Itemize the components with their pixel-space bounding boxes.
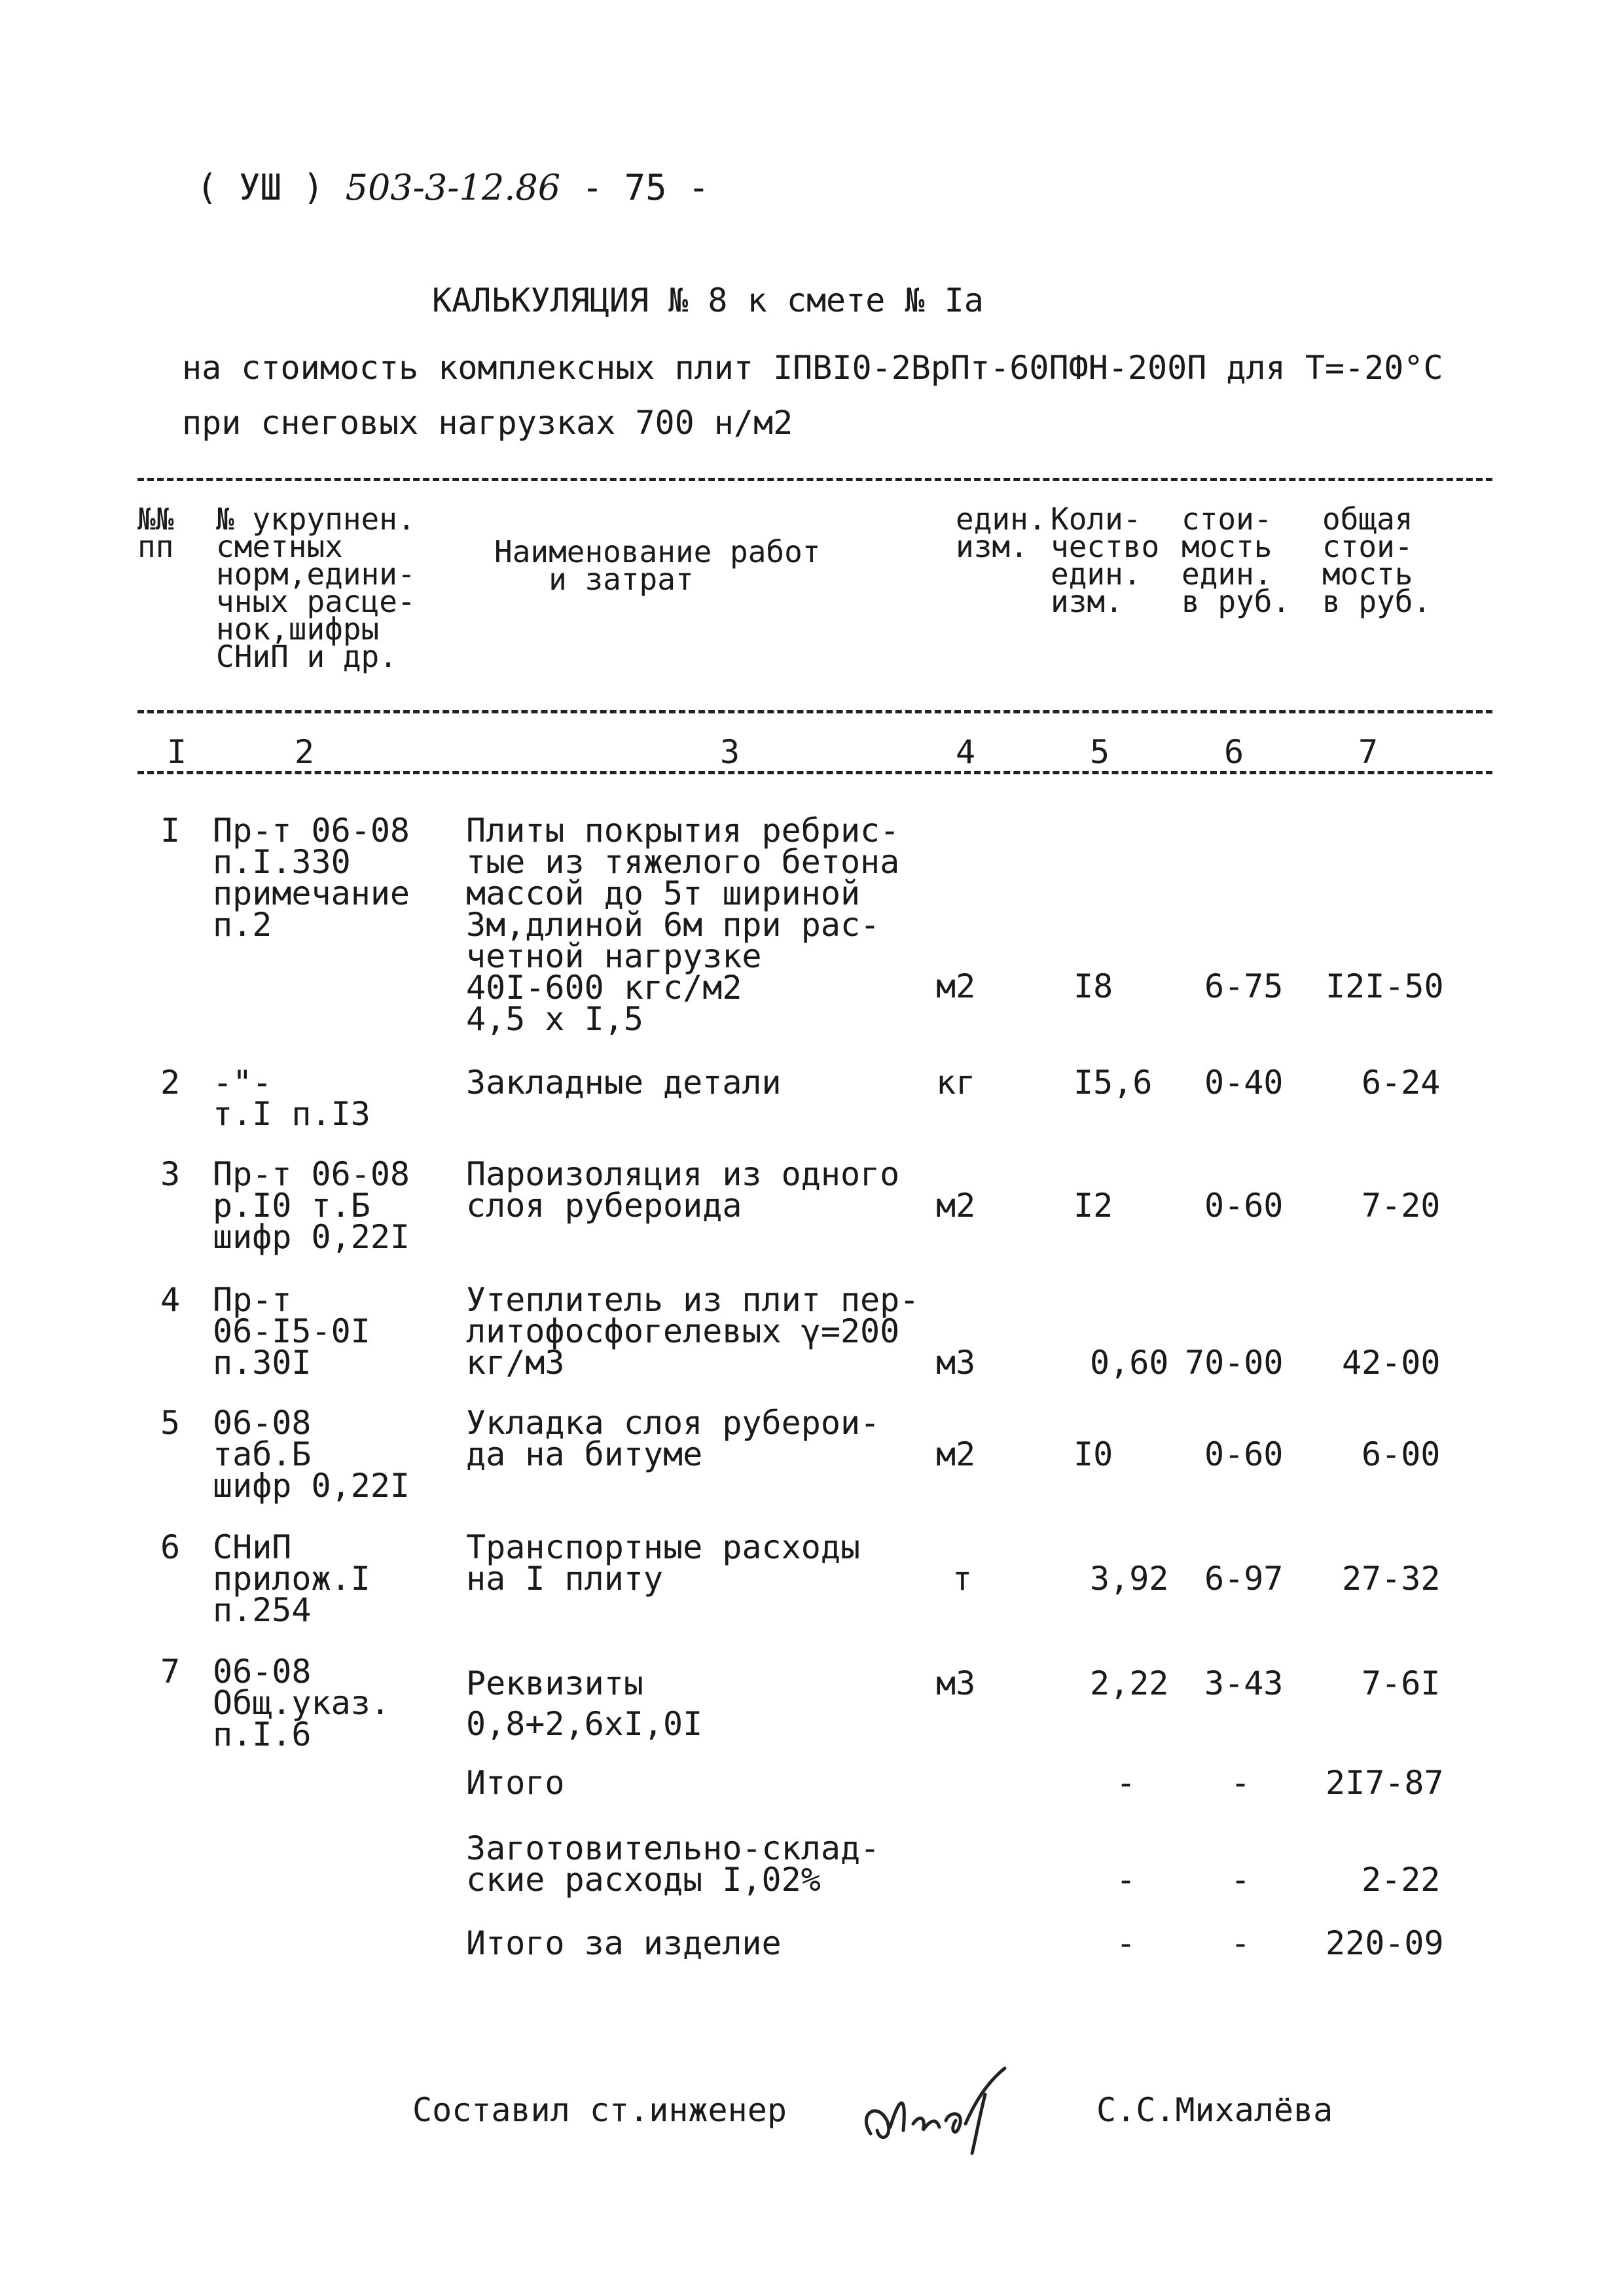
row-7-code: 06-08 Общ.указ. п.I.6 bbox=[213, 1653, 390, 1753]
total-3-price: - bbox=[1231, 1924, 1251, 1962]
compiler-name: С.С.Михалёва bbox=[1096, 2091, 1333, 2129]
total-2-qty: - bbox=[1116, 1861, 1136, 1899]
row-2-total: 6-24 bbox=[1362, 1064, 1441, 1102]
row-4-name: Утеплитель из плит пер- литофосфогелевых γ=200 кг/м3 bbox=[466, 1281, 920, 1382]
row-2-qty: I5,6 bbox=[1074, 1064, 1153, 1102]
row-4-code: Пр-т 06-I5-0I п.30I bbox=[213, 1281, 370, 1382]
row-7-total: 7-6I bbox=[1362, 1664, 1441, 1702]
row-2-unit: кг bbox=[936, 1064, 976, 1102]
row-4-total: 42-00 bbox=[1342, 1344, 1441, 1382]
total-2-price: - bbox=[1231, 1861, 1251, 1899]
total-3-label: Итого за изделие bbox=[466, 1924, 782, 1962]
row-7-formula: 0,8+2,6хI,0I bbox=[466, 1705, 703, 1743]
row-2-number: 2 bbox=[160, 1064, 181, 1102]
total-2-label: Заготовительно-склад- ские расходы I,02% bbox=[466, 1829, 880, 1899]
row-1-total: I2I-50 bbox=[1326, 967, 1444, 1005]
header-bottom-rule bbox=[137, 710, 1492, 713]
total-2-value: 2-22 bbox=[1362, 1861, 1441, 1899]
row-3-total: 7-20 bbox=[1362, 1187, 1441, 1225]
row-6-number: 6 bbox=[160, 1528, 181, 1566]
handwritten-signature bbox=[851, 2055, 1034, 2160]
subtitle-line-1: на стоимость комплексных плит IПВI0-2ВрПт-60ПФН-200П для Т=-20°С bbox=[182, 349, 1443, 387]
subtitle-line-2: при снеговых нагрузках 700 н/м2 bbox=[182, 404, 793, 442]
col-number-2: 2 bbox=[295, 733, 315, 771]
col-header-price: стои- мость един. в руб. bbox=[1182, 501, 1291, 619]
col-number-1: I bbox=[167, 733, 187, 771]
code-prefix: ( УШ ) bbox=[196, 167, 325, 208]
row-1-price: 6-75 bbox=[1204, 967, 1284, 1005]
col-header-code: № укрупнен. сметных норм,едини- чных расце- нок,шифры СНиП и др. bbox=[216, 501, 416, 674]
page-number: - 75 - bbox=[581, 167, 710, 208]
row-3-code: Пр-т 06-08 р.I0 т.Б шифр 0,22I bbox=[213, 1155, 410, 1256]
row-4-unit: м3 bbox=[936, 1344, 976, 1382]
col-header-qty: Коли- чество един. изм. bbox=[1051, 501, 1160, 619]
total-1-label: Итого bbox=[466, 1764, 565, 1802]
row-3-name: Пароизоляция из одного слоя рубероида bbox=[466, 1155, 900, 1225]
col-number-5: 5 bbox=[1090, 733, 1110, 771]
row-3-number: 3 bbox=[160, 1155, 181, 1193]
document-code bbox=[196, 167, 710, 208]
col-number-6: 6 bbox=[1224, 733, 1244, 771]
total-1-price: - bbox=[1231, 1764, 1251, 1802]
table-top-rule bbox=[137, 478, 1492, 481]
row-2-price: 0-40 bbox=[1204, 1064, 1284, 1102]
row-7-number: 7 bbox=[160, 1653, 181, 1691]
row-7-qty: 2,22 bbox=[1090, 1664, 1169, 1702]
row-5-name: Укладка слоя руберои- да на битуме bbox=[466, 1404, 880, 1473]
col-header-name: Наименование работ и затрат bbox=[494, 534, 821, 597]
row-5-price: 0-60 bbox=[1204, 1435, 1284, 1473]
row-5-qty: I0 bbox=[1074, 1435, 1113, 1473]
row-1-number: I bbox=[160, 812, 181, 850]
row-3-qty: I2 bbox=[1074, 1187, 1113, 1225]
code-handwritten: 503-3-12.86 bbox=[345, 167, 561, 208]
total-3-value: 220-09 bbox=[1326, 1924, 1444, 1962]
row-2-code: -"- т.I п.I3 bbox=[213, 1064, 370, 1133]
row-5-unit: м2 bbox=[936, 1435, 976, 1473]
document-title: КАЛЬКУЛЯЦИЯ № 8 к смете № Iа bbox=[432, 281, 984, 319]
row-5-code: 06-08 таб.Б шифр 0,22I bbox=[213, 1404, 410, 1505]
col-number-4: 4 bbox=[956, 733, 976, 771]
row-4-price: 70-00 bbox=[1185, 1344, 1284, 1382]
col-header-total: общая стои- мость в руб. bbox=[1322, 501, 1432, 619]
row-7-price: 3-43 bbox=[1204, 1664, 1284, 1702]
row-6-name: Транспортные расходы на I плиту bbox=[466, 1528, 861, 1598]
total-3-qty: - bbox=[1116, 1924, 1136, 1962]
row-1-qty: I8 bbox=[1074, 967, 1113, 1005]
compiler-label: Составил ст.инженер bbox=[412, 2091, 787, 2129]
row-4-qty: 0,60 bbox=[1090, 1344, 1169, 1382]
row-3-price: 0-60 bbox=[1204, 1187, 1284, 1225]
row-1-unit: м2 bbox=[936, 967, 976, 1005]
document-subtitle bbox=[182, 340, 1443, 450]
row-2-name: Закладные детали bbox=[466, 1064, 782, 1102]
row-1-name: Плиты покрытия ребрис- тые из тяжелого бетона массой до 5т шириной 3м,длиной 6м при рас- четной нагрузке 40I-600 кгс/м2 4,5 х I,5 bbox=[466, 812, 900, 1038]
row-6-qty: 3,92 bbox=[1090, 1560, 1169, 1598]
row-5-total: 6-00 bbox=[1362, 1435, 1441, 1473]
row-4-number: 4 bbox=[160, 1281, 181, 1319]
row-6-price: 6-97 bbox=[1204, 1560, 1284, 1598]
row-6-code: СНиП прилож.I п.254 bbox=[213, 1528, 370, 1629]
row-6-total: 27-32 bbox=[1342, 1560, 1441, 1598]
row-7-unit: м3 bbox=[936, 1664, 976, 1702]
colnum-bottom-rule bbox=[137, 771, 1492, 774]
col-number-3: 3 bbox=[720, 733, 740, 771]
total-1-qty: - bbox=[1116, 1764, 1136, 1802]
total-1-value: 2I7-87 bbox=[1326, 1764, 1444, 1802]
col-number-7: 7 bbox=[1358, 733, 1379, 771]
col-header-number: №№ пп bbox=[137, 501, 174, 564]
row-5-number: 5 bbox=[160, 1404, 181, 1442]
row-1-code: Пр-т 06-08 п.I.330 примечание п.2 bbox=[213, 812, 410, 944]
row-6-unit: т bbox=[952, 1560, 973, 1598]
col-header-unit: един. изм. bbox=[956, 501, 1047, 564]
row-3-unit: м2 bbox=[936, 1187, 976, 1225]
row-7-name: Реквизиты bbox=[466, 1664, 643, 1702]
